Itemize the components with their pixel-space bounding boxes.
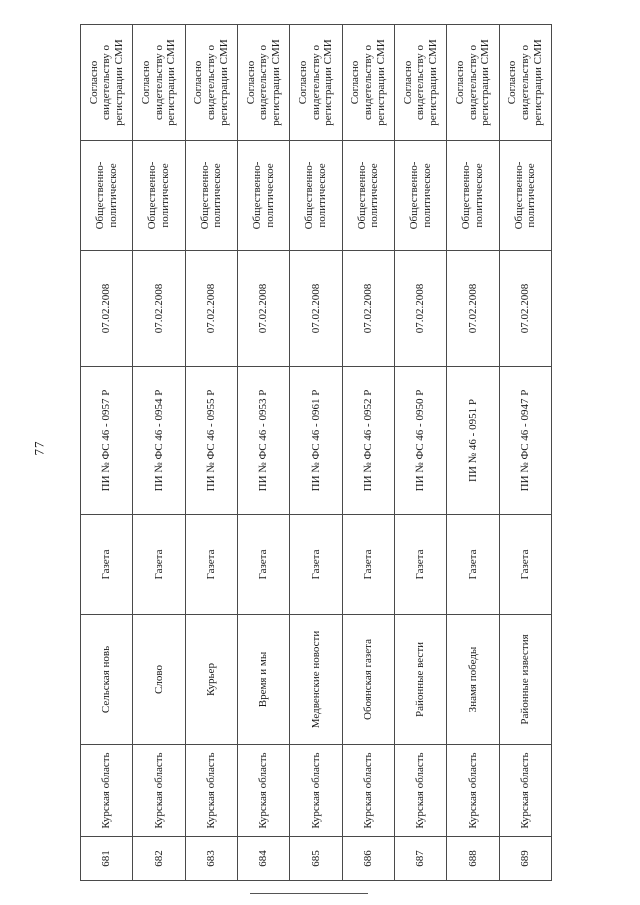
registration-date-cell: 07.02.2008 xyxy=(237,251,289,367)
registration-date-cell: 07.02.2008 xyxy=(394,251,446,367)
media-type-cell: Газета xyxy=(447,515,499,615)
media-registry-table xyxy=(80,24,552,881)
media-name-cell: Курьер xyxy=(185,615,237,745)
media-type-cell: Газета xyxy=(499,515,551,615)
page-number: 77 xyxy=(31,440,47,456)
row-number-cell: 685 xyxy=(290,837,342,881)
row-number-cell: 682 xyxy=(133,837,185,881)
media-name-cell: Районные известия xyxy=(499,615,551,745)
table-row xyxy=(447,25,499,881)
media-name-cell: Сельская новь xyxy=(81,615,133,745)
media-type-cell: Газета xyxy=(81,515,133,615)
registration-date-cell: 07.02.2008 xyxy=(290,251,342,367)
basis-cell: Согласно свидетельству о регистрации СМИ xyxy=(342,25,394,141)
registration-date-cell: 07.02.2008 xyxy=(342,251,394,367)
basis-cell: Согласно свидетельству о регистрации СМИ xyxy=(290,25,342,141)
region-cell: Курская область xyxy=(447,745,499,837)
registration-date-cell: 07.02.2008 xyxy=(185,251,237,367)
specialization-cell: Общественно-политическое xyxy=(342,141,394,251)
media-type-cell: Газета xyxy=(185,515,237,615)
media-name-cell: Время и мы xyxy=(237,615,289,745)
specialization-cell: Общественно-политическое xyxy=(133,141,185,251)
region-cell: Курская область xyxy=(499,745,551,837)
basis-cell: Согласно свидетельству о регистрации СМИ xyxy=(185,25,237,141)
table-row xyxy=(237,25,289,881)
row-number-cell: 683 xyxy=(185,837,237,881)
media-type-cell: Газета xyxy=(342,515,394,615)
registration-number-cell: ПИ № ФС 46 - 0961 Р xyxy=(290,367,342,515)
basis-cell: Согласно свидетельству о регистрации СМИ xyxy=(81,25,133,141)
registration-number-cell: ПИ № ФС 46 - 0952 Р xyxy=(342,367,394,515)
registration-date-cell: 07.02.2008 xyxy=(447,251,499,367)
registration-number-cell: ПИ № ФС 46 - 0953 Р xyxy=(237,367,289,515)
registration-number-cell: ПИ № ФС 46 - 0954 Р xyxy=(133,367,185,515)
basis-cell: Согласно свидетельству о регистрации СМИ xyxy=(237,25,289,141)
registration-number-cell: ПИ № ФС 46 - 0950 Р xyxy=(394,367,446,515)
specialization-cell: Общественно-политическое xyxy=(237,141,289,251)
table-row xyxy=(342,25,394,881)
registration-date-cell: 07.02.2008 xyxy=(81,251,133,367)
table-row xyxy=(499,25,551,881)
row-number-cell: 688 xyxy=(447,837,499,881)
basis-cell: Согласно свидетельству о регистрации СМИ xyxy=(447,25,499,141)
media-name-cell: Знамя победы xyxy=(447,615,499,745)
registration-number-cell: ПИ № 46 - 0951 Р xyxy=(447,367,499,515)
media-type-cell: Газета xyxy=(237,515,289,615)
table-row xyxy=(133,25,185,881)
row-number-cell: 686 xyxy=(342,837,394,881)
region-cell: Курская область xyxy=(394,745,446,837)
table-row xyxy=(394,25,446,881)
specialization-cell: Общественно-политическое xyxy=(394,141,446,251)
specialization-cell: Общественно-политическое xyxy=(290,141,342,251)
registration-date-cell: 07.02.2008 xyxy=(499,251,551,367)
basis-cell: Согласно свидетельству о регистрации СМИ xyxy=(499,25,551,141)
media-name-cell: Слово xyxy=(133,615,185,745)
row-number-cell: 687 xyxy=(394,837,446,881)
specialization-cell: Общественно-политическое xyxy=(185,141,237,251)
specialization-cell: Общественно-политическое xyxy=(447,141,499,251)
table-row xyxy=(81,25,133,881)
media-name-cell: Медвенские новости xyxy=(290,615,342,745)
region-cell: Курская область xyxy=(81,745,133,837)
basis-cell: Согласно свидетельству о регистрации СМИ xyxy=(394,25,446,141)
table-row xyxy=(185,25,237,881)
specialization-cell: Общественно-политическое xyxy=(81,141,133,251)
registry-table-container xyxy=(80,25,552,881)
media-type-cell: Газета xyxy=(133,515,185,615)
table-row xyxy=(290,25,342,881)
row-number-cell: 681 xyxy=(81,837,133,881)
specialization-cell: Общественно-политическое xyxy=(499,141,551,251)
registration-number-cell: ПИ № ФС 46 - 0957 Р xyxy=(81,367,133,515)
media-type-cell: Газета xyxy=(290,515,342,615)
basis-cell: Согласно свидетельству о регистрации СМИ xyxy=(133,25,185,141)
region-cell: Курская область xyxy=(237,745,289,837)
media-type-cell: Газета xyxy=(394,515,446,615)
region-cell: Курская область xyxy=(133,745,185,837)
registration-date-cell: 07.02.2008 xyxy=(133,251,185,367)
registration-number-cell: ПИ № ФС 46 - 0955 Р xyxy=(185,367,237,515)
region-cell: Курская область xyxy=(290,745,342,837)
media-name-cell: Районные вести xyxy=(394,615,446,745)
media-name-cell: Обоянская газета xyxy=(342,615,394,745)
table-body xyxy=(81,25,552,881)
region-cell: Курская область xyxy=(185,745,237,837)
row-number-cell: 689 xyxy=(499,837,551,881)
registration-number-cell: ПИ № ФС 46 - 0947 Р xyxy=(499,367,551,515)
row-number-cell: 684 xyxy=(237,837,289,881)
bottom-divider xyxy=(250,893,368,894)
region-cell: Курская область xyxy=(342,745,394,837)
